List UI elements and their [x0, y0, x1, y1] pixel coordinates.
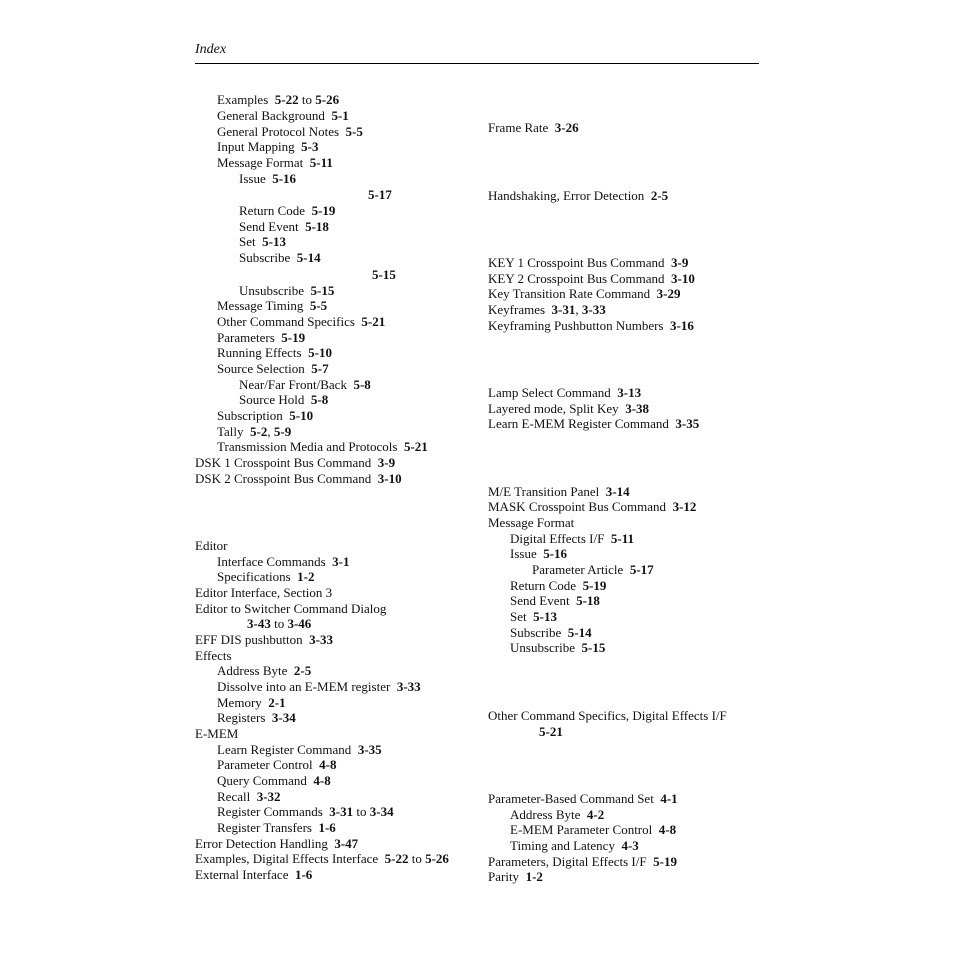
index-entry-term: Handshaking, Error Detection: [488, 188, 645, 203]
index-page-ref: 5-17: [629, 562, 654, 577]
index-entry-term: DSK 1 Crosspoint Bus Command: [195, 455, 372, 470]
index-entry-term: Parameter-Based Command Set: [488, 791, 654, 806]
index-entry-term: Editor to Switcher Command Dialog: [195, 601, 387, 616]
index-entry: [488, 416, 699, 431]
index-page-ref: 5-19: [311, 203, 336, 218]
index-entry: [488, 484, 630, 499]
index-entry: [488, 302, 606, 317]
index-entry-term: Interface Commands: [217, 554, 326, 569]
index-entry-term: Register Transfers: [217, 820, 312, 835]
index-entry-term: Keyframing Pushbutton Numbers: [488, 318, 664, 333]
index-page-ref: 5-7: [311, 361, 329, 376]
index-page-ref: 3-46: [287, 616, 312, 631]
index-page-ref: 3-43: [247, 616, 271, 631]
index-page-ref: 5-19: [653, 854, 677, 869]
index-entry-term: Set: [239, 234, 256, 249]
index-entry-term: Source Hold: [239, 392, 305, 407]
index-entry: [488, 791, 678, 806]
index-entry-term: Address Byte: [510, 807, 581, 822]
index-entry-term: Examples: [217, 92, 269, 107]
index-entry-term: Query Command: [217, 773, 307, 788]
index-page-ref: 3-34: [271, 710, 296, 725]
index-entry: [488, 515, 574, 530]
index-page-separator: ,: [575, 302, 582, 317]
index-page-ref: 4-8: [313, 773, 331, 788]
index-page-ref: 3-33: [581, 302, 606, 317]
index-page-ref: 3-31: [329, 804, 354, 819]
index-entry-term: Memory: [217, 695, 262, 710]
index-page-ref: 5-15: [310, 283, 335, 298]
index-page-ref: 3-31: [551, 302, 576, 317]
index-page-ref: 5-16: [272, 171, 297, 186]
index-entry: [510, 625, 592, 640]
index-page-ref: 5-21: [361, 314, 386, 329]
index-entry-term: Register Commands: [217, 804, 323, 819]
index-page-ref: 3-16: [669, 318, 694, 333]
index-page-ref: 5-9: [273, 424, 292, 439]
index-page-ref: 5-14: [567, 625, 592, 640]
index-entry: [510, 546, 567, 561]
index-entry-term: KEY 1 Crosspoint Bus Command: [488, 255, 665, 270]
index-entry-term: Return Code: [510, 578, 577, 593]
index-page-ref: 5-15: [581, 640, 606, 655]
index-page-ref: 4-1: [660, 791, 678, 806]
index-entry: [488, 318, 694, 333]
index-page-ref: 1-2: [525, 869, 543, 884]
index-entry: [510, 578, 606, 593]
index-entry-term: EFF DIS pushbutton: [195, 632, 303, 647]
index-page-ref: 3-10: [377, 471, 402, 486]
index-page-ref: 3-32: [256, 789, 281, 804]
index-entry-term: Editor: [195, 538, 228, 553]
index-entry-term: Other Command Specifics, Digital Effects I/F: [488, 708, 727, 723]
index-entry-term: Examples, Digital Effects Interface: [195, 851, 379, 866]
index-entry-term: Subscription: [217, 408, 283, 423]
index-page-ref: 5-21: [539, 724, 563, 739]
index-entry-term: Message Timing: [217, 298, 304, 313]
index-page-ref: 3-1: [332, 554, 350, 569]
index-entry: [488, 385, 641, 400]
index-entry-term: DSK 2 Crosspoint Bus Command: [195, 471, 372, 486]
index-entry-term: Return Code: [239, 203, 306, 218]
index-page-ref: 4-8: [319, 757, 337, 772]
index-entry-term: MASK Crosspoint Bus Command: [488, 499, 667, 514]
index-entry: [539, 724, 563, 739]
index-entry-term: Unsubscribe: [239, 283, 304, 298]
index-page-ref: 3-33: [309, 632, 333, 647]
index-page-ref: 5-26: [425, 851, 449, 866]
index-page-ref: 1-6: [318, 820, 336, 835]
index-page-ref: 5-22: [274, 92, 299, 107]
index-entry-term: Editor Interface, Section 3: [195, 585, 333, 600]
index-page-ref: 3-34: [369, 804, 394, 819]
index-entry-term: Parameter Control: [217, 757, 313, 772]
index-entry-term: Lamp Select Command: [488, 385, 611, 400]
index-entry-term: Send Event: [239, 219, 299, 234]
index-entry: [488, 499, 696, 514]
index-entry: [510, 531, 634, 546]
index-entry-term: External Interface: [195, 867, 289, 882]
index-page-ref: 3-29: [656, 286, 681, 301]
index-entry-term: Subscribe: [510, 625, 562, 640]
index-entry-term: Set: [510, 609, 527, 624]
index-entry: [488, 401, 649, 416]
index-page-ref: 5-5: [309, 298, 328, 313]
index-page-ref: 3-35: [675, 416, 700, 431]
index-entry: [532, 562, 654, 577]
index-entry-term: Parameters, Digital Effects I/F: [488, 854, 647, 869]
index-page-ref: 5-10: [308, 345, 332, 360]
index-entry: [488, 869, 543, 884]
index-entry-term: Frame Rate: [488, 120, 549, 135]
index-page-ref: 5-17: [368, 187, 392, 202]
index-entry: [488, 271, 695, 286]
index-page-ref: 3-10: [670, 271, 695, 286]
index-entry-term: Key Transition Rate Command: [488, 286, 651, 301]
index-page-separator: to: [353, 804, 370, 819]
index-entry-term: Parameter Article: [532, 562, 624, 577]
index-page-ref: 3-47: [334, 836, 359, 851]
index-entry-term: Running Effects: [217, 345, 302, 360]
index-page-ref: 4-2: [586, 807, 605, 822]
index-page-ref: 5-5: [345, 124, 363, 139]
index-entry-term: Input Mapping: [217, 139, 295, 154]
index-page-ref: 3-12: [672, 499, 697, 514]
index-page-ref: 3-26: [554, 120, 579, 135]
index-page-ref: 5-14: [296, 250, 321, 265]
index-entry: [488, 188, 668, 203]
index-entry-term: Dissolve into an E-MEM register: [217, 679, 391, 694]
index-page-separator: ,: [267, 424, 274, 439]
index-page-ref: 2-5: [293, 663, 312, 678]
index-page-ref: 3-33: [396, 679, 421, 694]
index-entry-term: Learn Register Command: [217, 742, 352, 757]
index-page-ref: 3-35: [357, 742, 382, 757]
index-page-separator: to: [298, 92, 316, 107]
index-entry-term: General Protocol Notes: [217, 124, 340, 139]
index-entry-term: Other Command Specifics: [217, 314, 355, 329]
index-page-ref: 4-3: [621, 838, 639, 853]
index-entry: [488, 854, 677, 869]
index-page-ref: 5-19: [582, 578, 607, 593]
index-entry-term: E-MEM: [195, 726, 239, 741]
index-page-ref: 4-8: [658, 822, 677, 837]
index-page-ref: 5-15: [372, 267, 396, 282]
index-entry-term: Send Event: [510, 593, 570, 608]
index-entry: [510, 807, 604, 822]
index-entry-term: Specifications: [217, 569, 291, 584]
index-entry-term: Message Format: [488, 515, 575, 530]
index-page-ref: 5-13: [262, 234, 286, 249]
index-page-ref: 3-14: [605, 484, 630, 499]
index-page-ref: 5-21: [403, 439, 428, 454]
index-entry: [488, 708, 727, 723]
index-page-separator: to: [270, 616, 288, 631]
index-entry-term: E-MEM Parameter Control: [510, 822, 653, 837]
index-entry-term: Address Byte: [217, 663, 288, 678]
index-page-ref: 2-1: [268, 695, 286, 710]
index-entry-term: Error Detection Handling: [195, 836, 328, 851]
index-entry-term: Issue: [510, 546, 537, 561]
index-entry-term: Unsubscribe: [510, 640, 575, 655]
index-entry: [488, 120, 579, 135]
index-entry-term: M/E Transition Panel: [488, 484, 600, 499]
index-page-ref: 3-9: [377, 455, 396, 470]
index-page-ref: 3-13: [617, 385, 642, 400]
index-page-ref: 5-2: [250, 424, 268, 439]
index-entry: [488, 255, 688, 270]
index-page-ref: 5-8: [310, 392, 329, 407]
index-page-ref: 5-26: [315, 92, 340, 107]
index-page-separator: to: [408, 851, 426, 866]
index-page-ref: 5-19: [281, 330, 306, 345]
index-page-ref: 5-1: [331, 108, 349, 123]
index-page-ref: 3-38: [625, 401, 650, 416]
index-entry-term: Near/Far Front/Back: [239, 377, 347, 392]
index-entry-term: KEY 2 Crosspoint Bus Command: [488, 271, 665, 286]
index-page-ref: 5-16: [543, 546, 568, 561]
index-entry-term: Issue: [239, 171, 266, 186]
index-page-ref: 5-13: [533, 609, 557, 624]
index-entry-term: Registers: [217, 710, 266, 725]
index-entry: [510, 593, 600, 608]
index-page-ref: 5-3: [301, 139, 319, 154]
index-page-ref: 2-5: [650, 188, 669, 203]
index-page-ref: 5-10: [289, 408, 314, 423]
index-entry-term: Keyframes: [488, 302, 546, 317]
index-entry: [510, 640, 605, 655]
index-entry: [510, 822, 676, 837]
index-entry-term: Layered mode, Split Key: [488, 401, 619, 416]
index-entry-term: Source Selection: [217, 361, 305, 376]
index-entry-term: Parameters: [217, 330, 275, 345]
index-page-ref: 5-18: [305, 219, 329, 234]
index-page-ref: 5-11: [309, 155, 333, 170]
index-entry-term: Digital Effects I/F: [510, 531, 605, 546]
index-entry-term: Effects: [195, 648, 232, 663]
index-page-ref: 5-8: [353, 377, 371, 392]
index-page-ref: 3-9: [670, 255, 689, 270]
index-entry-term: Message Format: [217, 155, 304, 170]
index-entry-term: General Background: [217, 108, 325, 123]
index-entry: [488, 286, 680, 301]
index-page-ref: 1-6: [294, 867, 313, 882]
index-entry-term: Parity: [488, 869, 520, 884]
index-entry-term: Transmission Media and Protocols: [217, 439, 398, 454]
index-page-ref: 5-18: [576, 593, 600, 608]
index-entry-term: Tally: [217, 424, 244, 439]
index-page-ref: 5-22: [384, 851, 409, 866]
page-header-title: Index: [195, 42, 227, 57]
index-entry-term: Timing and Latency: [510, 838, 615, 853]
index-entry: [510, 838, 639, 853]
index-entry: [510, 609, 557, 624]
index-entry-term: Recall: [217, 789, 251, 804]
index-entry-term: Subscribe: [239, 250, 291, 265]
index-entry-term: Learn E-MEM Register Command: [488, 416, 669, 431]
index-page-ref: 1-2: [297, 569, 315, 584]
index-page-ref: 5-11: [610, 531, 634, 546]
